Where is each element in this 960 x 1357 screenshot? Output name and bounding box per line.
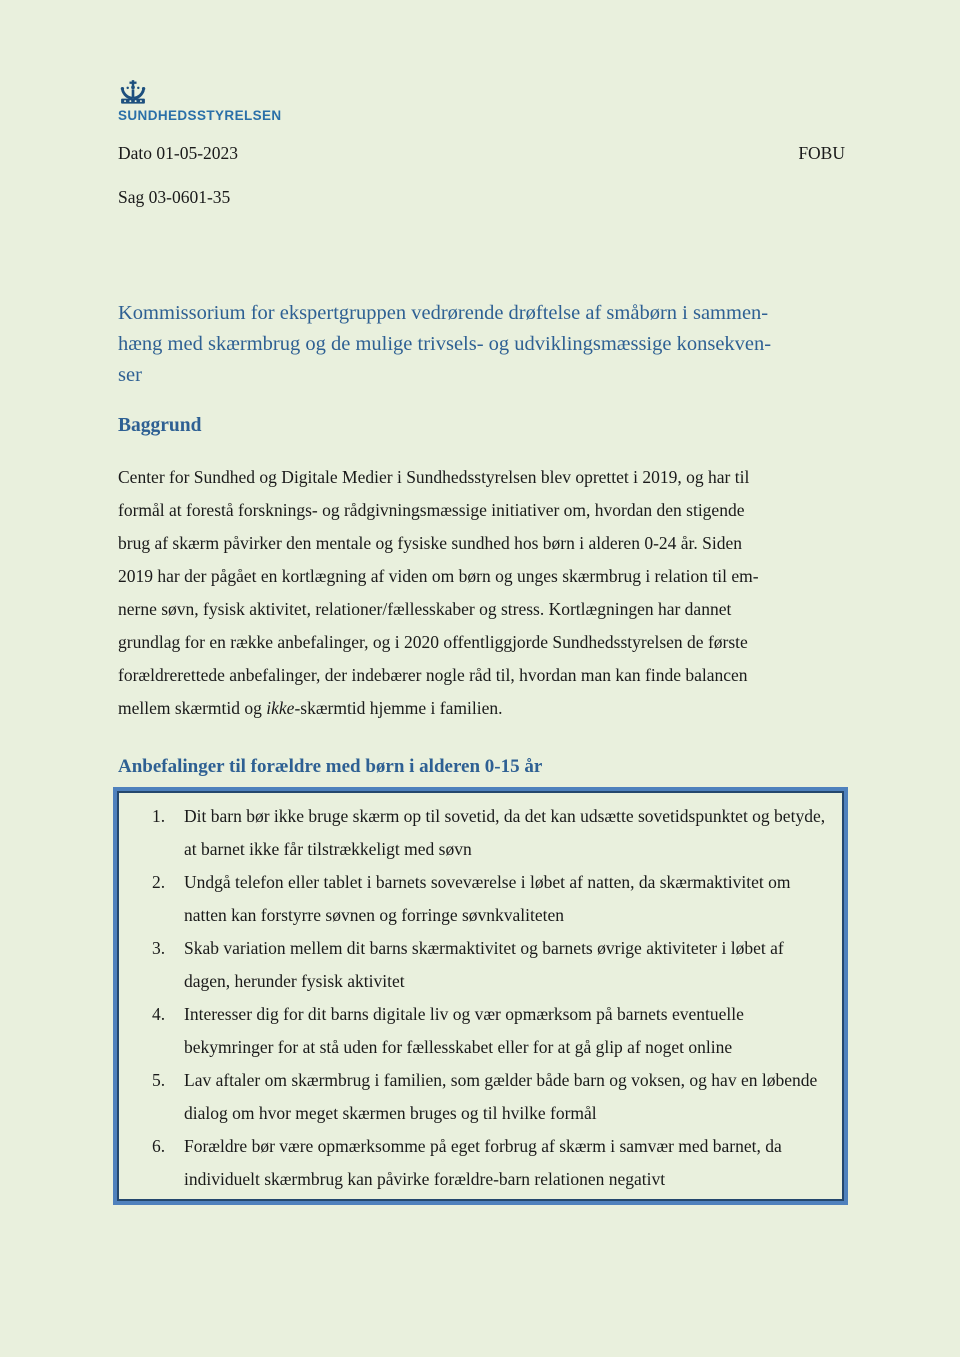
list-item-text: Skab variation mellem dit barns skærmaktivitet og barnets øvrige aktiviteter i løbet af dagen, herunder fysisk aktivitet [184,938,784,991]
agency-logo [118,80,845,123]
paragraph-line: nerne søvn, fysisk aktivitet, relationer/fællesskaber og stress. Kortlægningen har dannet [118,599,732,619]
list-item-text: Lav aftaler om skærmbrug i familien, som gælder både barn og voksen, og hav en løbende dialog om hvor meget skærmen bruges og til hvilke formål [184,1070,818,1123]
list-item-number: 6. [152,1136,166,1156]
paragraph-line: brug af skærm påvirker den mentale og fysiske sundhed hos børn i alderen 0-24 år. Siden [118,533,743,553]
meta-row [118,143,845,164]
list-item [117,1130,832,1196]
list-item [117,1064,832,1130]
list-item-text: Forældre bør være opmærksomme på eget forbrug af skærm i samvær med barnet, da individuelt skærmbrug kan påvirke forældre-barn relationen negativt [184,1136,782,1189]
list-item-text: Undgå telefon eller tablet i barnets soveværelse i løbet af natten, da skærmaktivitet om natten kan forstyrre søvnen og forringe søvnkvaliteten [184,872,791,925]
paragraph-text: -skærmtid hjemme i familien. [294,698,503,718]
title-line: hæng med skærmbrug og de mulige trivsels- og udviklingsmæssige konsekven- [118,333,772,355]
paragraph-text: mellem skærmtid og [118,698,267,718]
paragraph-line: forældrerettede anbefalinger, der indebærer nogle råd til, hvordan man kan finde balancen [118,665,748,685]
list-item [117,800,832,866]
list-item-number: 5. [152,1070,166,1090]
crown-icon [118,80,148,105]
list-item-number: 4. [152,1004,166,1024]
document-title [118,298,845,391]
agency-name: SUNDHEDSSTYRELSEN [118,108,282,123]
ref-label: FOBU [798,143,845,163]
list-item-text: Dit barn bør ikke bruge skærm op til sovetid, da det kan udsætte sovetidspunktet og betyde, at barnet ikke får tilstrækkeligt med søvn [184,806,826,859]
list-item [117,998,832,1064]
body-paragraph [118,461,845,725]
paragraph-line-last [118,692,845,725]
recommendations-box [113,787,848,1205]
list-item-text: Interesser dig for dit barns digitale liv og vær opmærksom på barnets eventuelle bekymringer for at stå uden for fællesskabet eller for at gå glip af noget online [184,1004,744,1057]
paragraph-italic-word: ikke [266,698,295,718]
date-label: Dato 01-05-2023 [118,143,239,163]
paragraph-line: grundlag for en række anbefalinger, og i 2020 offentliggjorde Sundhedsstyrelsen de første [118,632,748,652]
paragraph-line: 2019 har der pågået en kortlægning af viden om børn og unges skærmbrug i relation til em- [118,566,759,586]
list-item-number: 3. [152,938,166,958]
paragraph-line: formål at forestå forsknings- og rådgivningsmæssige initiativer om, hvordan den stigende [118,500,745,520]
case-number: Sag 03-0601-35 [118,187,231,207]
title-line: ser [118,364,142,386]
list-item [117,932,832,998]
section-heading-baggrund: Baggrund [118,415,202,436]
paragraph-line: Center for Sundhed og Digitale Medier i Sundhedsstyrelsen blev oprettet i 2019, og har til [118,467,750,487]
subsection-heading-anbefalinger: Anbefalinger til forældre med børn i alderen 0-15 år [118,756,543,777]
list-item [117,866,832,932]
list-item-number: 1. [152,806,166,826]
list-item-number: 2. [152,872,166,892]
title-line: Kommissorium for ekspertgruppen vedrørende drøftelse af småbørn i sammen- [118,302,769,324]
